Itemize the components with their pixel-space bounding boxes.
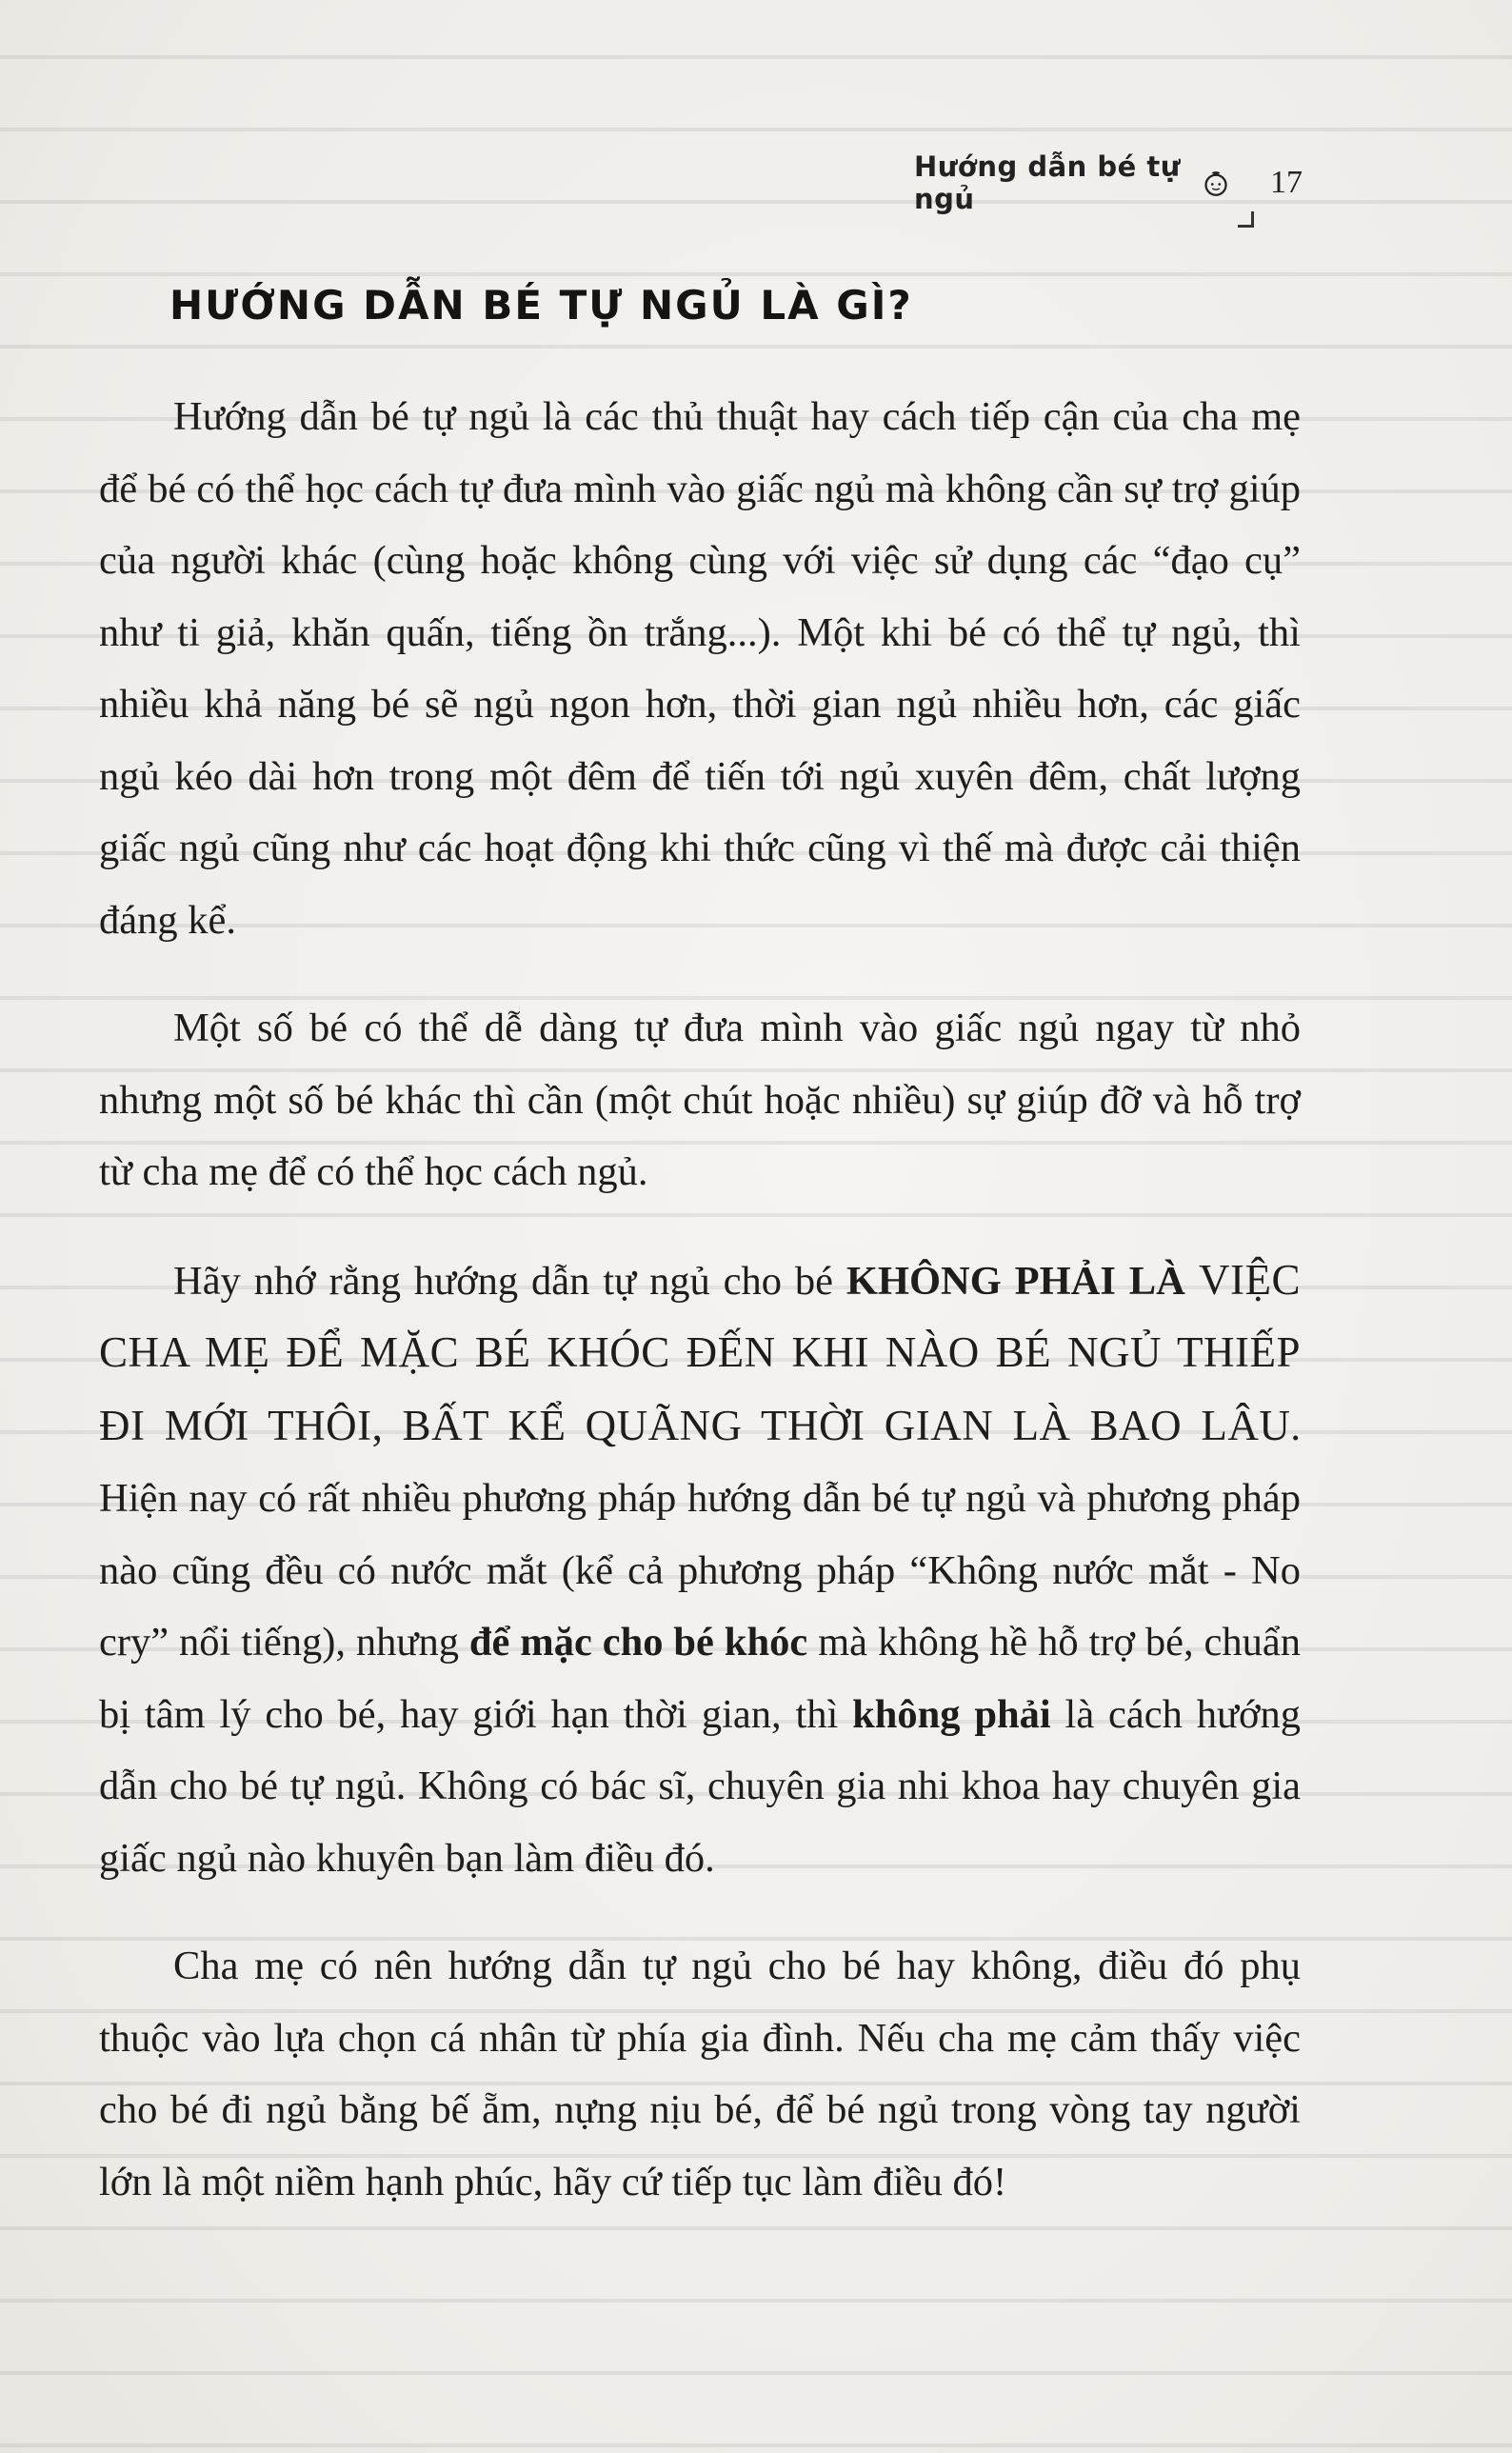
section-heading: HƯỚNG DẪN BÉ TỰ NGỦ LÀ GÌ?: [169, 282, 913, 329]
paragraph-text: là cách hướng dẫn cho bé tự ngủ. Không có bác sĩ, chuyên gia nhi khoa hay chuyên gia giấc ngủ nào khuyên bạn làm điều đó.: [99, 1691, 1301, 1881]
emphasis-text: KHÔNG PHẢI LÀ: [846, 1258, 1185, 1304]
running-header-title: Hướng dẫn bé tự ngủ: [914, 150, 1181, 215]
paragraph-text: mà không hề hỗ trợ bé, chuẩn bị tâm lý cho bé, hay giới hạn thời gian, thì: [99, 1620, 1302, 1737]
paragraph-text: Cha mẹ có nên hướng dẫn tự ngủ cho bé hay không, điều đó phụ thuộc vào lựa chọn cá nhân từ phía gia đình. Nếu cha mẹ cảm thấy việc cho bé đi ngủ bằng bế ẵm, nựng nịu bé, để bé ngủ trong vòng tay người lớn là một niềm hạnh phúc, hãy cứ tiếp tục làm điều đó!: [99, 1944, 1301, 2204]
paragraph-text: Hướng dẫn bé tự ngủ là các thủ thuật hay cách tiếp cận của cha mẹ để bé có thể học cách tự đưa mình vào giấc ngủ mà không cần sự trợ giúp của người khác (cùng hoặc không cùng với việc sử dụng các “đạo cụ” như ti giả, khăn quấn, tiếng ồn trắng...). Một khi bé có thể tự ngủ, thì nhiều khả năng bé sẽ ngủ ngon hơn, thời gian ngủ nhiều hơn, các giấc ngủ kéo dài hơn trong một đêm để tiến tới ngủ xuyên đêm, chất lượng giấc ngủ cũng như các hoạt động khi thức cũng vì thế mà được cải thiện đáng kể.: [99, 394, 1301, 943]
body-text: [99, 381, 1301, 2254]
paragraph: [99, 1245, 1301, 1895]
paragraph-text: Hãy nhớ rằng hướng dẫn tự ngủ cho bé: [173, 1258, 846, 1304]
emphasis-text: để mặc cho bé khóc: [468, 1620, 808, 1665]
running-header: [914, 150, 1303, 215]
corner-mark: [1238, 211, 1254, 228]
paragraph: [99, 992, 1301, 1208]
paragraph-text: Một số bé có thể dễ dàng tự đưa mình vào giấc ngủ ngay từ nhỏ nhưng một số bé khác thì cần (một chút hoặc nhiều) sự giúp đỡ và hỗ trợ từ cha mẹ để có thể học cách ngủ.: [99, 1006, 1301, 1194]
caps-text: VIỆC CHA MẸ ĐỂ MẶC BÉ KHÓC ĐẾN KHI NÀO BÉ NGỦ THIẾP ĐI MỚI THÔI, BẤT KỂ QUÃNG THỜI GIAN LÀ BAO LÂU: [99, 1255, 1301, 1449]
emphasis-text: không phải: [852, 1691, 1051, 1737]
paragraph: [99, 1930, 1301, 2218]
paragraph-text: . Hiện nay có rất nhiều phương pháp hướng dẫn bé tự ngủ và phương pháp nào cũng đều có nước mắt (kể cả phương pháp “Không nước mắt - No cry” nổi tiếng), nhưng: [99, 1404, 1301, 1665]
page-number: 17: [1270, 165, 1303, 200]
baby-face-icon: [1202, 165, 1230, 201]
paragraph: [99, 381, 1301, 956]
